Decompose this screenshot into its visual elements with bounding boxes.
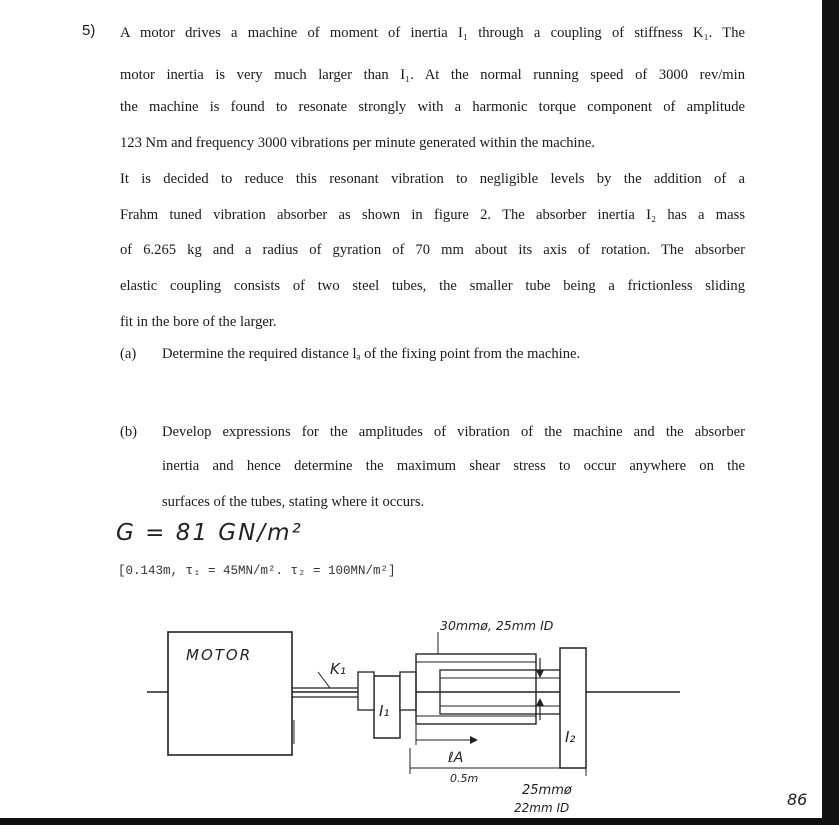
motor-label: MOTOR (186, 646, 253, 664)
page-number: 86 (787, 790, 808, 809)
right-collar (400, 672, 416, 710)
question-line-9: fit in the bore of the larger. (120, 314, 277, 330)
fixing-arrowhead-bottom (536, 698, 544, 706)
k1-leader (318, 672, 330, 688)
absorber-inertia-label: I₂ (565, 728, 576, 746)
question-line-4: 123 Nm and frequency 3000 vibrations per minute generated within the machine. (120, 135, 595, 151)
question-line-2: motor inertia is very much larger than I₁. At the normal running speed of 3000 rev/min (120, 67, 745, 83)
part-b-line-2: inertia and hence determine the maximum shear stress to occur anywhere on the (162, 458, 745, 474)
la-dim-arrowhead (470, 736, 478, 744)
large-tube-label: 30mmø, 25mm ID (440, 618, 554, 633)
question-line-8: elastic coupling consists of two steel tubes, the smaller tube being a frictionless sliding (120, 278, 745, 294)
small-tube-label-2: 22mm ID (514, 801, 570, 815)
part-a-label: (a) (120, 346, 137, 362)
question-line-3: the machine is found to resonate strongly with a harmonic torque component of amplitude (120, 99, 745, 115)
question-line-6: Frahm tuned vibration absorber as shown in figure 2. The absorber inertia I₂ has a mass (120, 207, 745, 223)
part-b-label: (b) (120, 424, 138, 440)
length-label: 0.5m (450, 772, 479, 785)
question-line-1: A motor drives a machine of moment of inertia I₁ through a coupling of stiffness K₁. The (120, 25, 745, 41)
part-b-line-1: Develop expressions for the amplitudes of vibration of the machine and the absorber (162, 424, 745, 440)
handwritten-shear-modulus: G = 81 GN/m² (116, 520, 303, 546)
part-a-text: Determine the required distance lₐ of the fixing point from the machine. (162, 346, 581, 362)
answers-line: [0.143m, τ₁ = 45MN/m². τ₂ = 100MN/m²] (118, 564, 396, 578)
fixing-distance-label: ℓA (448, 750, 464, 766)
machine-inertia-label: I₁ (379, 702, 390, 720)
left-collar (358, 672, 374, 710)
part-b-line-3: surfaces of the tubes, stating where it occurs. (162, 494, 425, 510)
question-line-5: It is decided to reduce this resonant vibration to negligible levels by the addition of a (120, 171, 745, 187)
coupling-label: K₁ (330, 660, 346, 678)
fixing-arrowhead-top (536, 670, 544, 678)
question-number: 5) (82, 22, 96, 39)
question-line-7: of 6.265 kg and a radius of gyration of 70 mm about its axis of rotation. The absorber (120, 242, 745, 258)
absorber-inertia-block (560, 648, 586, 768)
small-tube-label-1: 25mmø (522, 783, 572, 798)
